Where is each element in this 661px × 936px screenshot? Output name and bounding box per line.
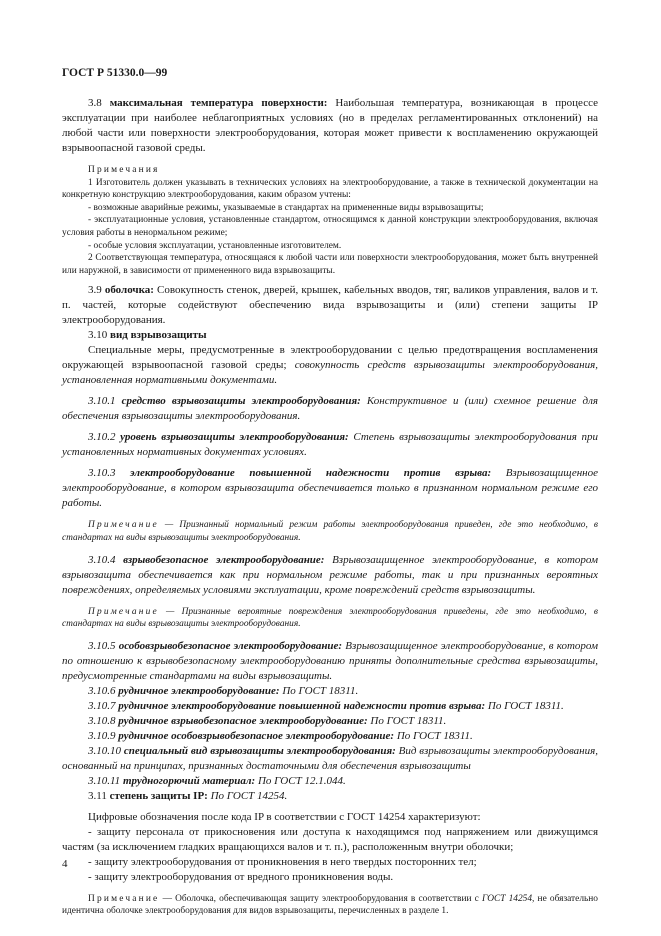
clause-3-10-2: 3.10.2 уровень взрывозащиты электрооборудования: Степень взрывозащиты электрооборудования при установленных нормативных документах условиях. [62,431,599,459]
term: рудничное взрывобезопасное электрооборудование: [118,714,368,727]
clause-3-10-5: 3.10.5 особовзрывобезопасное электрооборудование: Взрывозащищенное электрооборудование, в котором по отношению к взрывобезопасному электрооборудованию приняты дополнительные средства взрывозащиты, предусмотренные стандартами на виды взрывозащиты. [62,639,599,682]
note-3-10-3: Примечание — Признанный нормальный режим работы электрооборудования приведен, где это необходимо, в стандартах на виды взрывозащиты электрооборудования. [62,520,598,543]
clause-3-10-title: 3.10 вид взрывозащиты [88,329,207,342]
ip-dash-item: - защиту электрооборудования от проникновения в него твердых посторонних тел; [88,855,477,868]
notes-title: Примечания [88,165,160,175]
clause-3-10-8: 3.10.8 рудничное взрывобезопасное электрооборудование: По ГОСТ 18311. [88,714,447,727]
page-number: 4 [62,858,68,870]
note-dash-item: - возможные аварийные режимы, указываемые в стандартах на примененные виды взрывозащиты; [88,202,484,213]
ip-dash-item: - защиту электрооборудования от вредного проникновения воды. [88,870,394,883]
term: специальный вид взрывозащиты электрооборудования: [123,744,396,757]
clause-3-10-9: 3.10.9 рудничное особовзрывобезопасное электрооборудование: По ГОСТ 18311. [88,729,473,742]
clause-3-10-11: 3.10.11 трудногорючий материал: По ГОСТ 12.1.044. [88,774,346,787]
document-body [62,96,598,918]
note-item: 1 Изготовитель должен указывать в технических условиях на электрооборудование, а также в технической документации на конкретную конструкцию электрооборудования, каким образом учтены: [62,177,598,201]
term: взрывобезопасное электрооборудование: [123,553,325,566]
clause-3-10-text: Специальные меры, предусмотренные в электрооборудовании с целью предотвращения воспламенения окружающей взрывоопасной газовой среды; совокупность средств взрывозащиты электрооборудования, установленная нормативными документами. [62,344,599,387]
term: особовзрывобезопасное электрооборудование: [118,639,343,652]
term: рудничное электрооборудование: [118,684,280,697]
ip-intro: Цифровые обозначения после кода IP в соответствии с ГОСТ 14254 характеризуют: [88,810,481,823]
term: оболочка: [104,284,154,297]
document-header: ГОСТ Р 51330.0—99 [62,67,168,79]
note-dash-item: - эксплуатационные условия, установленные стандартом, относящимся к данной конструкции электрооборудования, включая условия работы в ненормальном режиме; [62,215,598,238]
note-3-11: Примечание — Оболочка, обеспечивающая защиту электрооборудования в соответствии с ГОСТ 14254, не обязательно идентична оболочке электрооборудования для видов взрывозащиты, перечисленных в разделе 1. [62,893,598,917]
term: рудничное электрооборудование повышенной надежности против взрыва: [118,699,486,712]
term: вид взрывозащиты [110,329,207,342]
term: средство взрывозащиты электрооборудования: [121,395,361,408]
clause-3-10-1: 3.10.1 средство взрывозащиты электрооборудования: Конструктивное и (или) схемное решение для обеспечения взрывозащиты электрооборудования. [62,395,598,423]
clause-3-10-4: 3.10.4 взрывобезопасное электрооборудование: Взрывозащищенное электрооборудование, в котором взрывозащита обеспечивается как при нормальном режиме работы, так и при признанных вероятных повреждениях, определяемых условиями эксплуатации, кроме повреждений средств взрывозащиты. [62,553,599,596]
term: уровень взрывозащиты электрооборудования: [120,431,349,444]
note-dash-item: - особые условия эксплуатации, установленные изготовителем. [88,240,342,251]
note-3-10-4: Примечание — Признанные вероятные повреждения электрооборудования приведены, где это необходимо, в стандартах на виды взрывозащиты электрооборудования. [62,606,598,630]
term: рудничное особовзрывобезопасное электрооборудование: [118,729,395,742]
ip-dash-item: - защиту персонала от прикосновения или доступа к находящимся под напряжением или движущимся частям (за исключением гладких вращающихся валов и т. п.), расположенным внутри оболочки; [62,825,598,853]
clause-3-10-6: 3.10.6 рудничное электрооборудование: По ГОСТ 18311. [88,684,359,697]
clause-3-8: 3.8 максимальная температура поверхности: Наибольшая температура, возникающая в процессе эксплуатации при наиболее неблагоприятных условиях (но в пределах регламентированных отклонений) на любой части или поверхности электрооборудования, которая может привести к воспламенению окружающей взрывоопасной газовой среды. [62,97,598,154]
clause-3-10-10: 3.10.10 специальный вид взрывозащиты электрооборудования: Вид взрывозащиты электрооборудования, основанный на принципах, признанных достаточными для обеспечения взрывозащиты [62,744,599,772]
clause-3-9: 3.9 оболочка: Совокупность стенок, дверей, крышек, кабельных вводов, тяг, валиков управления, валов и т. п. частей, которые содействуют обеспечению вида взрывозащиты и (или) степени защиты IP электрооборудования. [62,284,599,327]
term: электрооборудование повышенной надежности против взрыва: [130,467,492,480]
term: максимальная температура поверхности: [109,97,328,109]
note-item: 2 Соответствующая температура, относящаяся к любой части или поверхности электрооборудования, может быть внутренней или наружной, в зависимости от примененного вида взрывозащиты. [62,253,598,276]
clause-3-11: 3.11 степень защиты IP: По ГОСТ 14254. [88,789,288,802]
clause-3-10-3: 3.10.3 электрооборудование повышенной надежности против взрыва: Взрывозащищенное электрооборудование, в котором взрывозащита обеспечивается только в признанном нормальном режиме его работы. [62,467,598,510]
term: трудногорючий материал: [122,774,256,787]
clause-3-10-7: 3.10.7 рудничное электрооборудование повышенной надежности против взрыва: По ГОСТ 18311. [88,699,564,712]
term: степень защиты IP: [109,789,208,802]
